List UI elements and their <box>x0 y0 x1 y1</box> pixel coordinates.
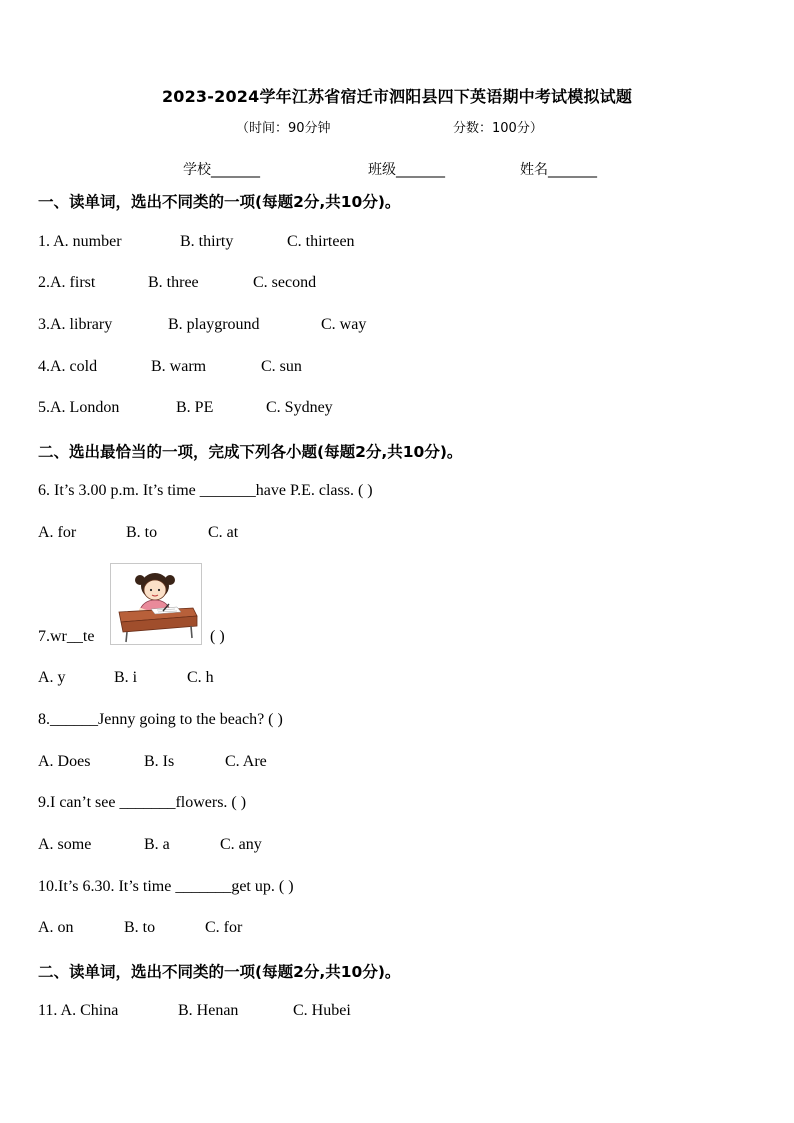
option-b: B. playground <box>168 316 260 333</box>
option-a: 2.A. first <box>38 274 96 291</box>
section-1-heading: 一、读单词，选出不同类的一项(每题2分,共10分)。 <box>38 193 401 211</box>
option-b: B. a <box>144 836 170 853</box>
question-10-stem: 10.It’s 6.30. It’s time _______get up. ( ) <box>38 878 294 895</box>
option-c: C. h <box>187 669 214 686</box>
option-c: C. sun <box>261 358 302 375</box>
section-2-heading: 二、选出最恰当的一项，完成下列各小题(每题2分,共10分)。 <box>38 443 463 461</box>
question-3 <box>38 316 366 334</box>
option-a: 4.A. cold <box>38 358 98 375</box>
option-c: C. Hubei <box>293 1002 351 1019</box>
option-c: C. Are <box>225 753 267 770</box>
option-b: B. thirty <box>180 233 234 250</box>
option-a: A. y <box>38 669 66 686</box>
question-4 <box>38 358 302 376</box>
option-b: B. Is <box>144 753 175 770</box>
time-limit: （时间：90分钟 <box>236 121 331 136</box>
option-a: A. for <box>38 524 77 541</box>
question-6-options <box>38 524 238 542</box>
option-b: B. to <box>124 919 156 936</box>
option-a: A. on <box>38 919 74 936</box>
question-9-stem: 9.I can’t see _______flowers. ( ) <box>38 794 247 811</box>
question-8-options <box>38 753 267 771</box>
option-c: C. any <box>220 836 262 853</box>
option-c: C. second <box>253 274 317 291</box>
option-b: B. warm <box>151 358 207 375</box>
answer-parentheses: ( ) <box>210 628 225 645</box>
total-score: 分数：100分） <box>453 121 543 136</box>
option-b: B. i <box>114 669 138 686</box>
option-a: A. some <box>38 836 92 853</box>
option-a: 5.A. London <box>38 399 120 416</box>
question-1 <box>38 233 355 251</box>
option-b: B. Henan <box>178 1002 239 1019</box>
option-c: C. thirteen <box>287 233 355 250</box>
name-field: 姓名_______ <box>520 162 597 178</box>
question-9-options <box>38 836 262 854</box>
question-7-stem: 7.wr__te <box>38 628 95 645</box>
option-a: 3.A. library <box>38 316 113 333</box>
option-a: 11. A. China <box>38 1002 119 1019</box>
option-b: B. PE <box>176 399 214 416</box>
option-c: C. way <box>321 316 367 333</box>
option-c: C. for <box>205 919 243 936</box>
question-7-options <box>38 669 214 687</box>
class-field: 班级_______ <box>368 162 445 178</box>
option-a: 1. A. number <box>38 233 122 250</box>
question-7 <box>38 628 225 646</box>
option-b: B. to <box>126 524 158 541</box>
exam-title: 2023-2024学年江苏省宿迁市泗阳县四下英语期中考试模拟试题 <box>161 87 633 106</box>
option-c: C. Sydney <box>266 399 333 416</box>
question-5 <box>38 399 333 417</box>
question-11 <box>38 1002 351 1020</box>
option-a: A. Does <box>38 753 91 770</box>
question-2 <box>38 274 316 292</box>
option-b: B. three <box>148 274 199 291</box>
section-3-heading: 二、读单词，选出不同类的一项(每题2分,共10分)。 <box>38 963 401 981</box>
option-c: C. at <box>208 524 239 541</box>
question-10-options <box>38 919 242 937</box>
school-field: 学校_______ <box>183 162 260 178</box>
question-8-stem: 8.______Jenny going to the beach? ( ) <box>38 711 283 728</box>
question-6-stem: 6. It’s 3.00 p.m. It’s time _______have P.E. class. ( ) <box>38 482 373 499</box>
